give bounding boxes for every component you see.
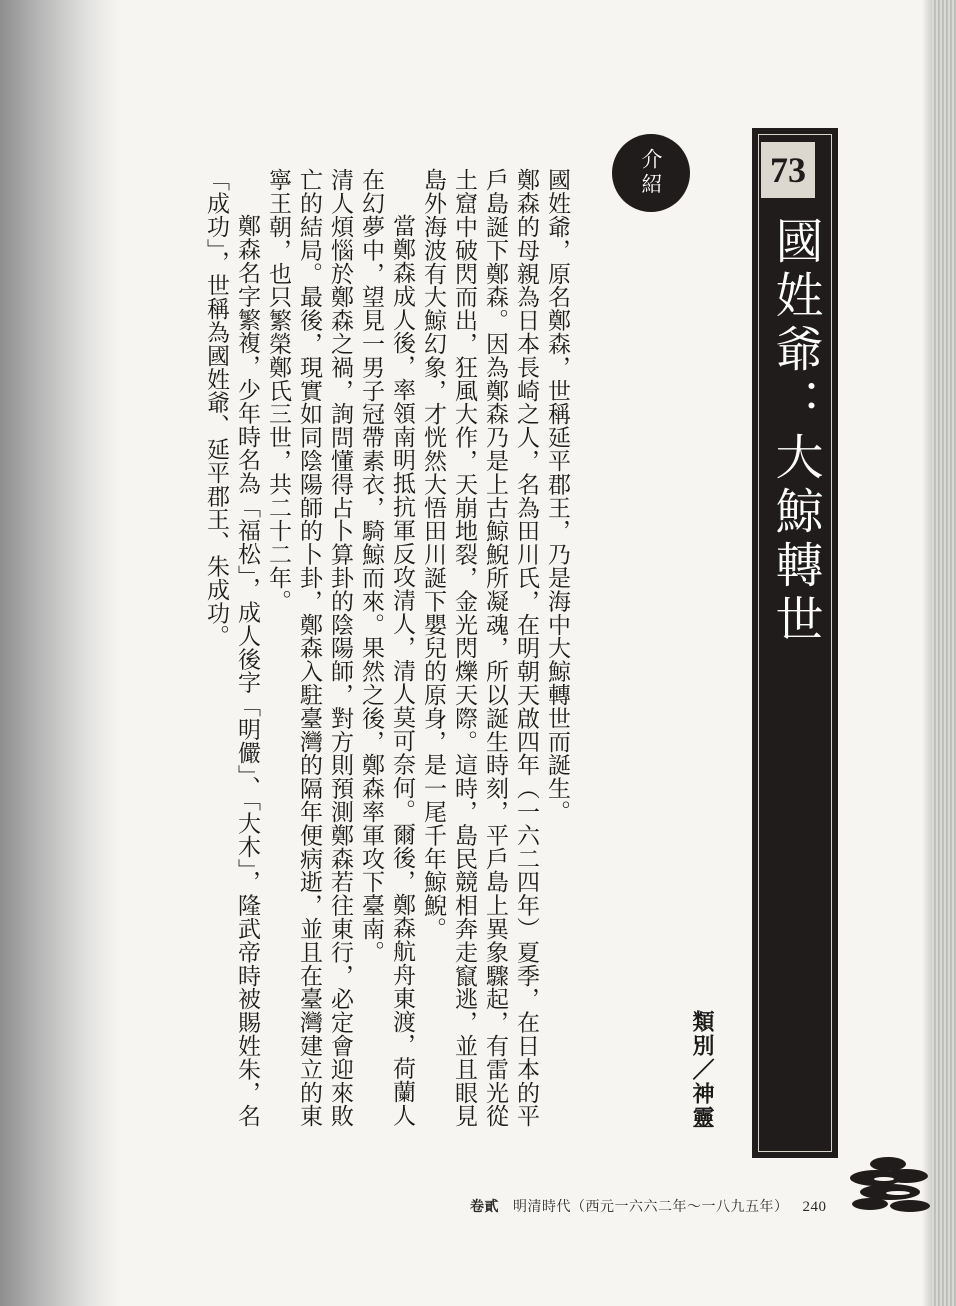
page-edges: [932, 0, 956, 1306]
page-edge-shadow: [922, 0, 932, 1306]
entry-title: 國姓爺：大鯨轉世: [767, 216, 823, 648]
paragraph: 鄭森的母親為日本長崎之人，名為田川氏，在明朝天啟四年（一六二四年）夏季，在日本的平戶島誕下鄭森。因為鄭森乃是上古鯨鯢所凝魂，所以誕生時刻，平戶島上異象驟起，有雷光從土窟中破閃而出，狂風大作，天崩地裂，金光閃爍天際。這時，島民競相奔走竄逃，並且眼見島外海波有大鯨幻象，才恍然大悟田川誕下嬰兒的原身，是一尾千年鯨鯢。: [420, 168, 539, 1128]
page-number: 240: [802, 1199, 827, 1215]
intro-badge-label: 介紹: [639, 148, 663, 198]
book-gutter-shadow: [0, 0, 120, 1306]
title-banner: [752, 128, 838, 1158]
entry-number: 73: [761, 142, 815, 198]
cloud-ornament-icon: [848, 1152, 932, 1222]
paragraph: 清人煩惱於鄭森之禍，詢問懂得占卜算卦的陰陽師，對方則預測鄭森若往東行，必定會迎來敗亡的結局。最後，現實如同陰陽師的卜卦，鄭森入駐臺灣的隔年便病逝，並且在臺灣建立的東寧王朝，也只繁榮鄭氏三世，共二十二年。: [265, 168, 353, 1128]
page-footer: [470, 1196, 827, 1216]
paragraph: 國姓爺，原名鄭森，世稱延平郡王，乃是海中大鯨轉世而誕生。: [544, 168, 570, 824]
footer-volume: 卷貳: [470, 1199, 499, 1215]
intro-badge: [612, 134, 690, 212]
article-body: [110, 168, 572, 1148]
footer-era: 明清時代（西元一六六二年～一八九五年）: [513, 1199, 789, 1215]
category-label: 類別／神靈: [689, 1010, 714, 1130]
paragraph: 當鄭森成人後，率領南明抵抗軍反攻清人，清人莫可奈何。爾後，鄭森航舟東渡，荷蘭人在幻夢中，望見一男子冠帶素衣，騎鯨而來。果然之後，鄭森率軍攻下臺南。: [358, 168, 415, 1127]
paragraph: 鄭森名字繁複，少年時名為「福松」，成人後字「明儼」、「大木」，隆武帝時被賜姓朱，名「成功」，世稱為國姓爺、延平郡王、朱成功。: [203, 168, 260, 1128]
